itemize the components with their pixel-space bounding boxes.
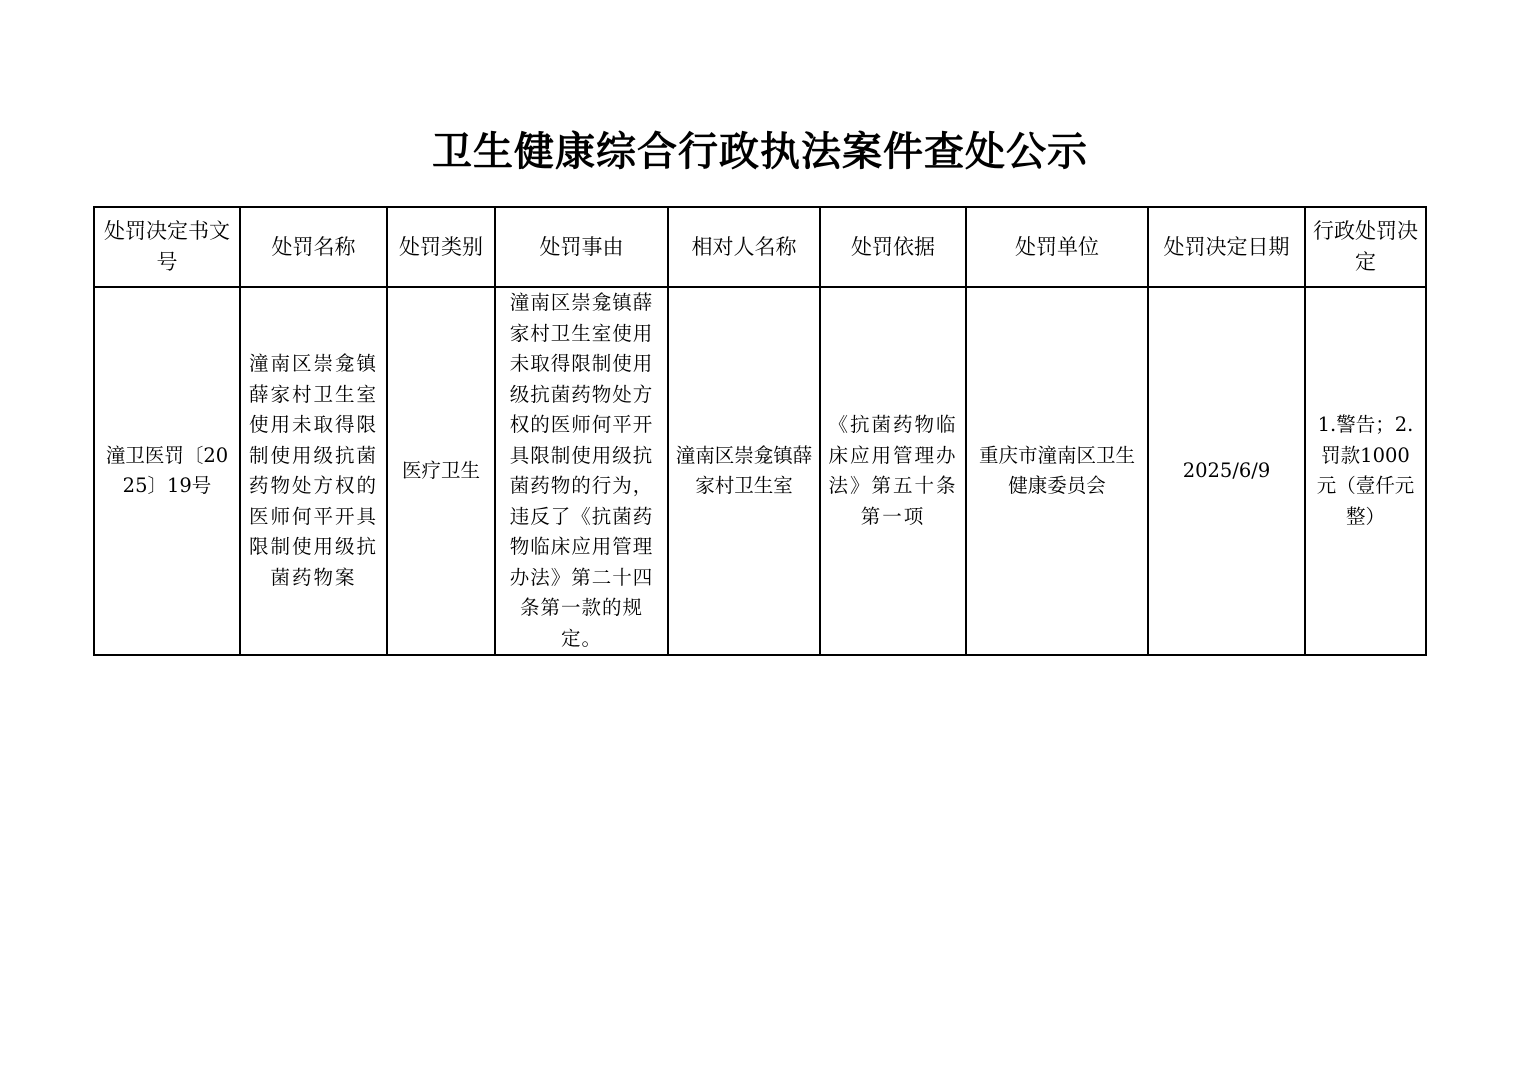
cell-penalty-reason: 潼南区崇龛镇薛家村卫生室使用未取得限制使用级抗菌药物处方权的医师何平开具限制使用级抗菌药物的行为，违反了《抗菌药物临床应用管理办法》第二十四条第一款的规定。 (495, 287, 668, 655)
table-row (94, 287, 1426, 655)
cell-penalty-name: 潼南区崇龛镇薛家村卫生室使用未取得限制使用级抗菌药物处方权的医师何平开具限制使用级抗菌药物案 (240, 287, 387, 655)
cell-penalty-category: 医疗卫生 (387, 287, 495, 655)
cell-authority: 重庆市潼南区卫生健康委员会 (966, 287, 1148, 655)
cell-decision: 1.警告；2.罚款1000元（壹仟元整） (1305, 287, 1426, 655)
header-decision-date: 处罚决定日期 (1148, 207, 1305, 287)
table-header-row (94, 207, 1426, 287)
header-penalty-reason: 处罚事由 (495, 207, 668, 287)
cell-party-name: 潼南区崇龛镇薛家村卫生室 (668, 287, 820, 655)
header-party-name: 相对人名称 (668, 207, 820, 287)
cell-legal-basis: 《抗菌药物临床应用管理办法》第五十条第一项 (820, 287, 966, 655)
header-authority: 处罚单位 (966, 207, 1148, 287)
penalty-notice-table (93, 206, 1427, 656)
cell-decision-date: 2025/6/9 (1148, 287, 1305, 655)
header-doc-number: 处罚决定书文号 (94, 207, 240, 287)
header-penalty-category: 处罚类别 (387, 207, 495, 287)
header-decision: 行政处罚决定 (1305, 207, 1426, 287)
header-legal-basis: 处罚依据 (820, 207, 966, 287)
cell-doc-number: 潼卫医罚〔2025〕19号 (94, 287, 240, 655)
page-title: 卫生健康综合行政执法案件查处公示 (432, 128, 1088, 175)
header-penalty-name: 处罚名称 (240, 207, 387, 287)
